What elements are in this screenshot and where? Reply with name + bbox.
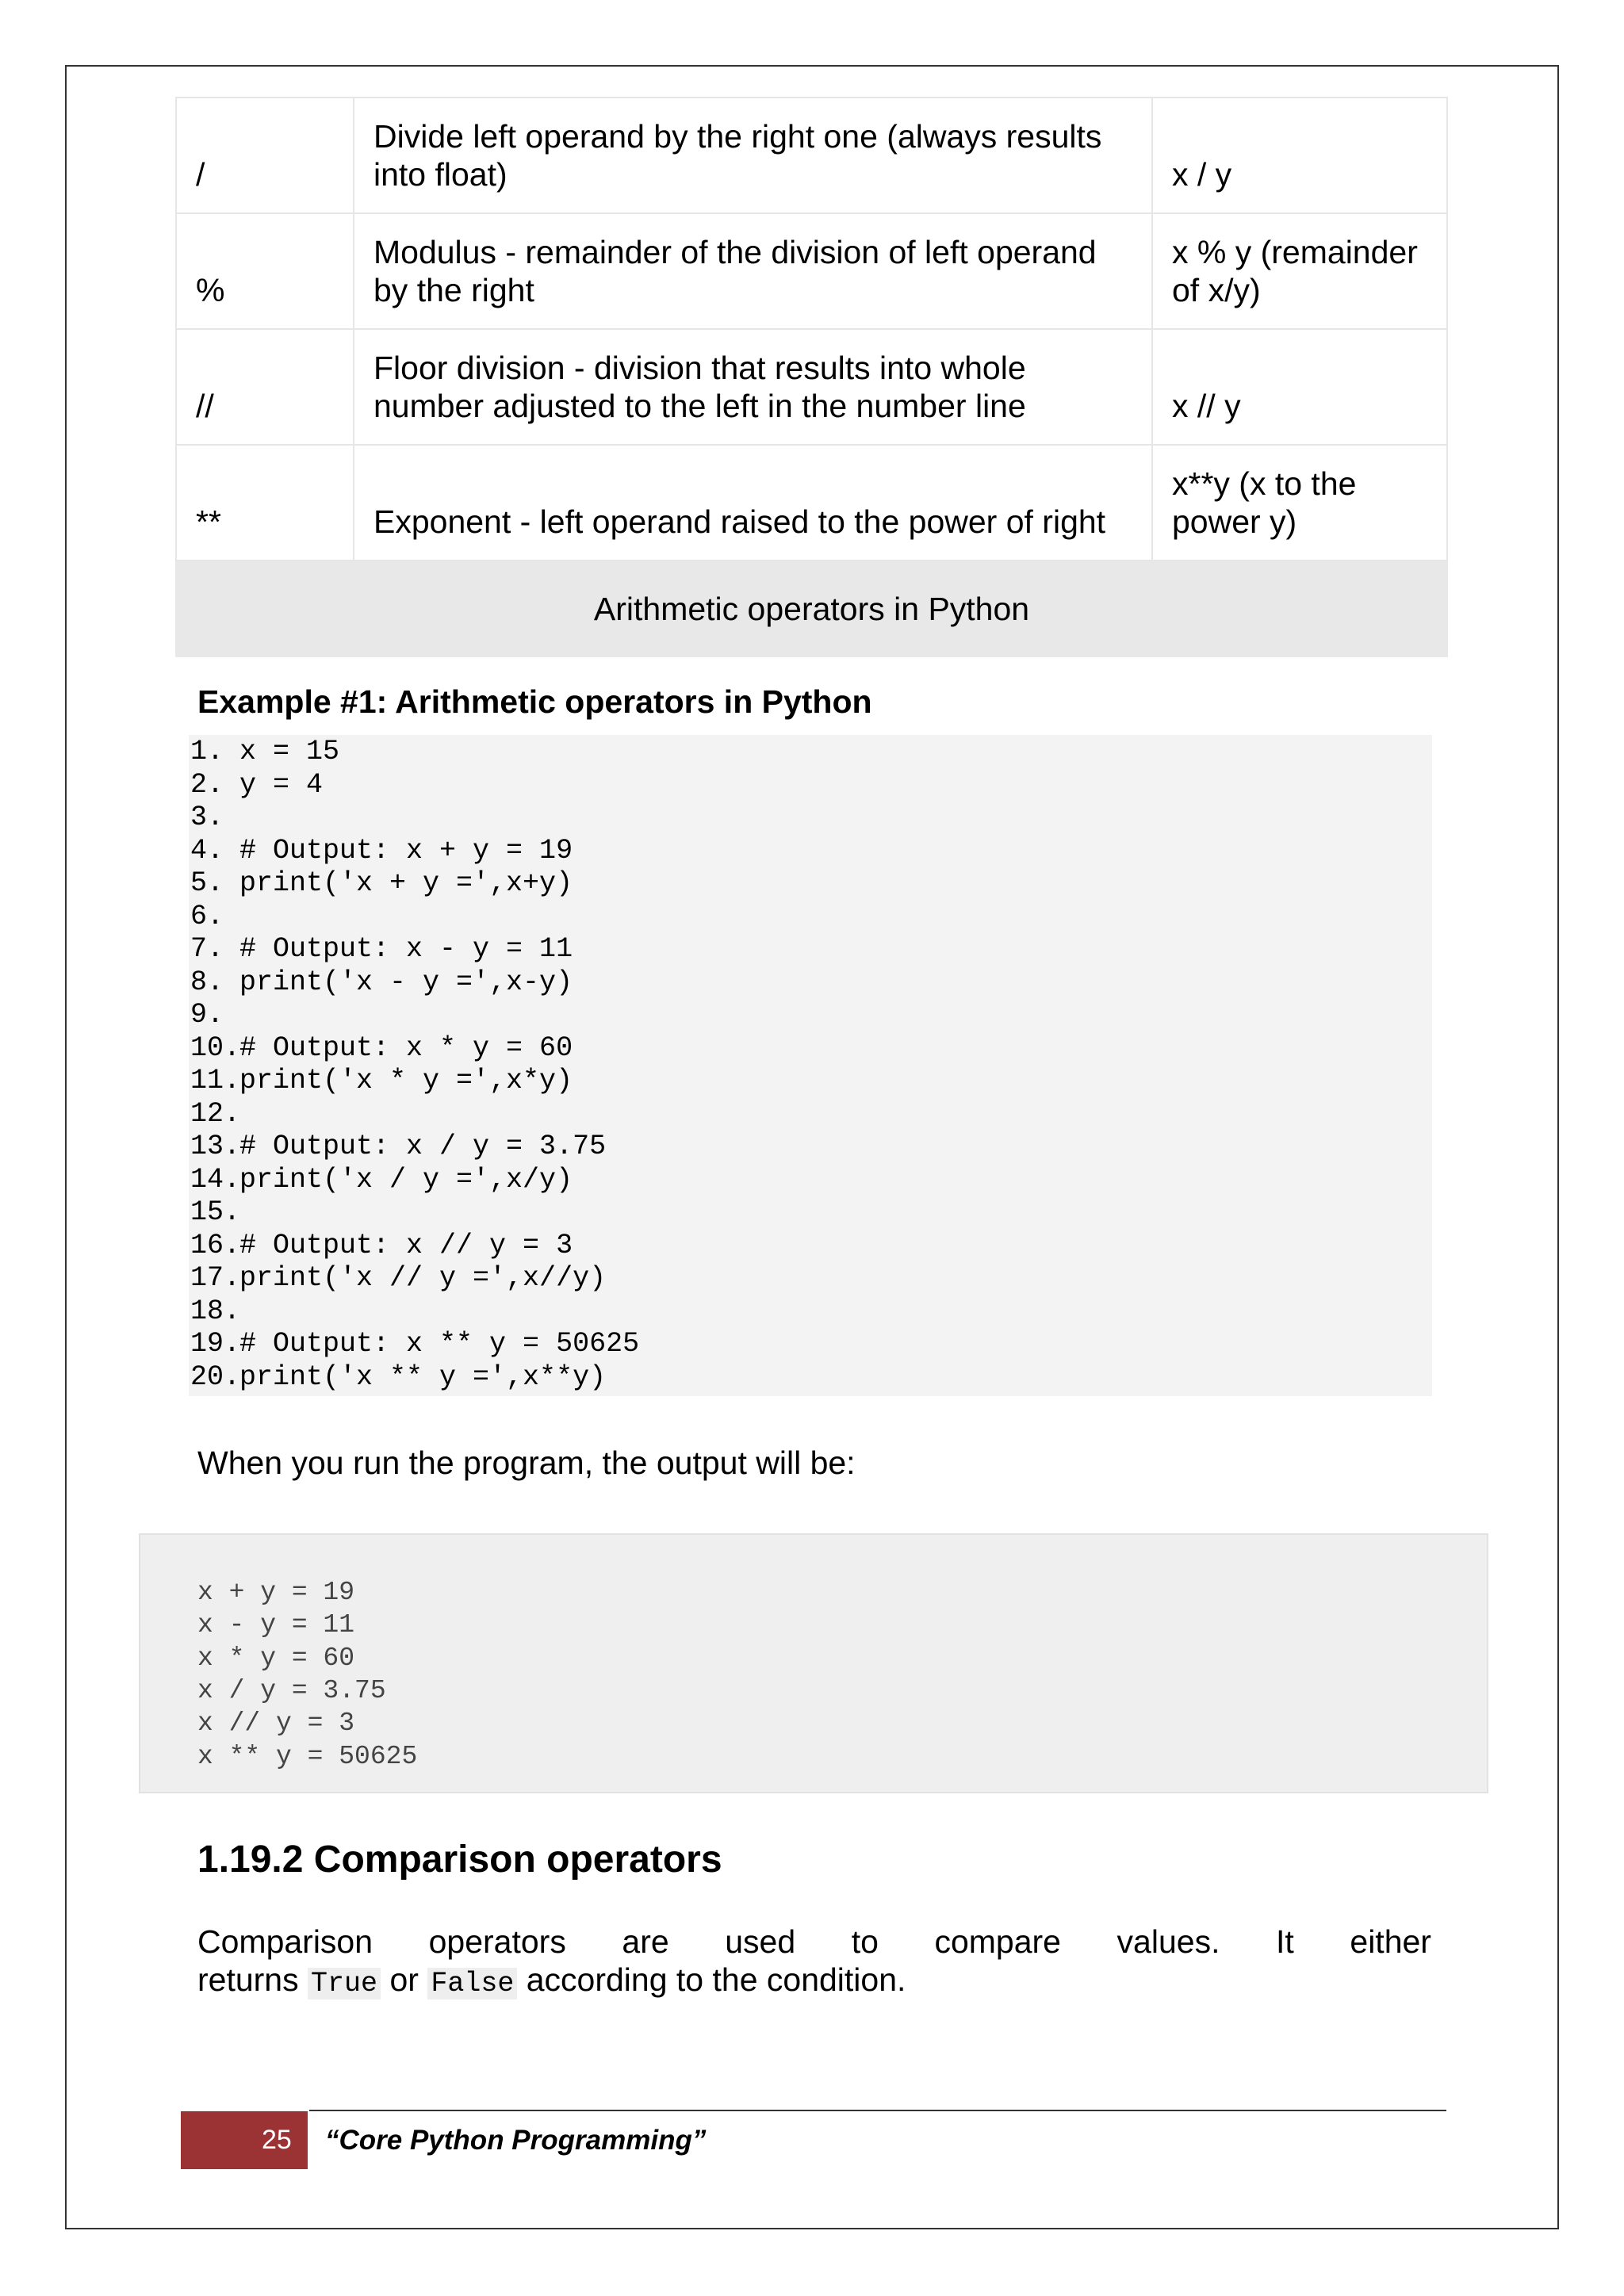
code-text: # Output: x + y = 19 bbox=[239, 834, 573, 867]
line-number: 8. bbox=[190, 966, 224, 998]
output-line: x + y = 19 bbox=[197, 1578, 355, 1607]
paragraph-word: are bbox=[622, 1923, 669, 1960]
page-number: 25 bbox=[181, 2111, 308, 2169]
table-row bbox=[176, 213, 1447, 329]
example-cell: x / y bbox=[1152, 98, 1447, 213]
code-text: print('x / y =',x/y) bbox=[239, 1163, 573, 1196]
code-text: print('x - y =',x-y) bbox=[239, 966, 573, 998]
table-caption: Arithmetic operators in Python bbox=[176, 561, 1447, 656]
code-text: print('x // y =',x//y) bbox=[239, 1262, 607, 1294]
line-number: 1. bbox=[190, 736, 224, 767]
code-text: # Output: x ** y = 50625 bbox=[239, 1328, 640, 1360]
line-number: 20. bbox=[190, 1360, 241, 1393]
code-text: # Output: x - y = 11 bbox=[239, 933, 573, 965]
book-title: “Core Python Programming” bbox=[325, 2125, 707, 2156]
code-text: # Output: x * y = 60 bbox=[239, 1031, 573, 1064]
line-number: 15. bbox=[190, 1196, 241, 1228]
line-number: 3. bbox=[190, 802, 224, 833]
meaning-cell: Divide left operand by the right one (always results into float) bbox=[354, 98, 1152, 213]
paragraph-line bbox=[197, 1961, 906, 2003]
inline-code-false: False bbox=[427, 1968, 517, 1999]
operator-cell: % bbox=[176, 213, 354, 329]
line-number: 9. bbox=[190, 999, 224, 1031]
example-title: Example #1: Arithmetic operators in Python bbox=[197, 683, 872, 720]
paragraph-word: either bbox=[1350, 1923, 1431, 1960]
output-intro: When you run the program, the output will be: bbox=[197, 1445, 856, 1481]
code-text: y = 4 bbox=[239, 768, 324, 801]
paragraph-text: returns bbox=[197, 1961, 299, 1998]
line-number: 5. bbox=[190, 867, 224, 899]
output-line: x ** y = 50625 bbox=[197, 1741, 418, 1771]
paragraph-word: It bbox=[1276, 1923, 1294, 1960]
example-cell: x // y bbox=[1152, 329, 1447, 445]
paragraph-word: Comparison bbox=[197, 1923, 373, 1960]
table-row bbox=[176, 98, 1447, 213]
meaning-cell: Modulus - remainder of the division of left operand by the right bbox=[354, 213, 1152, 329]
line-number: 7. bbox=[190, 933, 224, 965]
operator-cell: // bbox=[176, 329, 354, 445]
line-number: 2. bbox=[190, 768, 224, 801]
output-line: x - y = 11 bbox=[197, 1610, 355, 1640]
meaning-cell: Floor division - division that results into whole number adjusted to the left in the number line bbox=[354, 329, 1152, 445]
operator-cell: / bbox=[176, 98, 354, 213]
code-block bbox=[189, 735, 1432, 1396]
line-number: 13. bbox=[190, 1131, 241, 1162]
line-number: 6. bbox=[190, 900, 224, 932]
code-text: x = 15 bbox=[239, 736, 340, 767]
code-text: print('x + y =',x+y) bbox=[239, 867, 573, 899]
table-caption-row bbox=[176, 561, 1447, 656]
meaning-cell: Exponent - left operand raised to the power of right bbox=[354, 445, 1152, 561]
example-cell: x**y (x to the power y) bbox=[1152, 445, 1447, 561]
operator-cell: ** bbox=[176, 445, 354, 561]
paragraph-word: values. bbox=[1116, 1923, 1220, 1960]
line-number: 17. bbox=[190, 1262, 241, 1294]
output-line: x / y = 3.75 bbox=[197, 1675, 386, 1705]
paragraph-word: compare bbox=[934, 1923, 1061, 1960]
code-text: # Output: x // y = 3 bbox=[239, 1229, 573, 1261]
operator-table bbox=[175, 97, 1448, 657]
line-number: 4. bbox=[190, 834, 224, 867]
table-row bbox=[176, 329, 1447, 445]
example-cell: x % y (remainder of x/y) bbox=[1152, 213, 1447, 329]
line-number: 10. bbox=[190, 1031, 241, 1064]
inline-code-true: True bbox=[308, 1968, 381, 1999]
paragraph-word: to bbox=[851, 1923, 879, 1960]
line-number: 14. bbox=[190, 1163, 241, 1196]
output-line: x // y = 3 bbox=[197, 1709, 355, 1739]
line-number: 19. bbox=[190, 1328, 241, 1360]
output-line: x * y = 60 bbox=[197, 1643, 355, 1673]
code-text: print('x ** y =',x**y) bbox=[239, 1360, 607, 1393]
paragraph-text: or bbox=[389, 1961, 419, 1998]
paragraph-word: used bbox=[725, 1923, 796, 1960]
paragraph-text: according to the condition. bbox=[526, 1961, 906, 1998]
table-row bbox=[176, 445, 1447, 561]
paragraph-word: operators bbox=[428, 1923, 566, 1960]
paragraph-line bbox=[197, 1923, 1431, 1961]
line-number: 12. bbox=[190, 1097, 241, 1130]
line-number: 16. bbox=[190, 1229, 241, 1261]
line-number: 11. bbox=[190, 1065, 241, 1096]
output-block bbox=[139, 1533, 1488, 1793]
code-text: # Output: x / y = 3.75 bbox=[239, 1131, 607, 1162]
code-text: print('x * y =',x*y) bbox=[239, 1065, 573, 1096]
line-number: 18. bbox=[190, 1295, 241, 1327]
section-heading: 1.19.2 Comparison operators bbox=[197, 1839, 722, 1881]
